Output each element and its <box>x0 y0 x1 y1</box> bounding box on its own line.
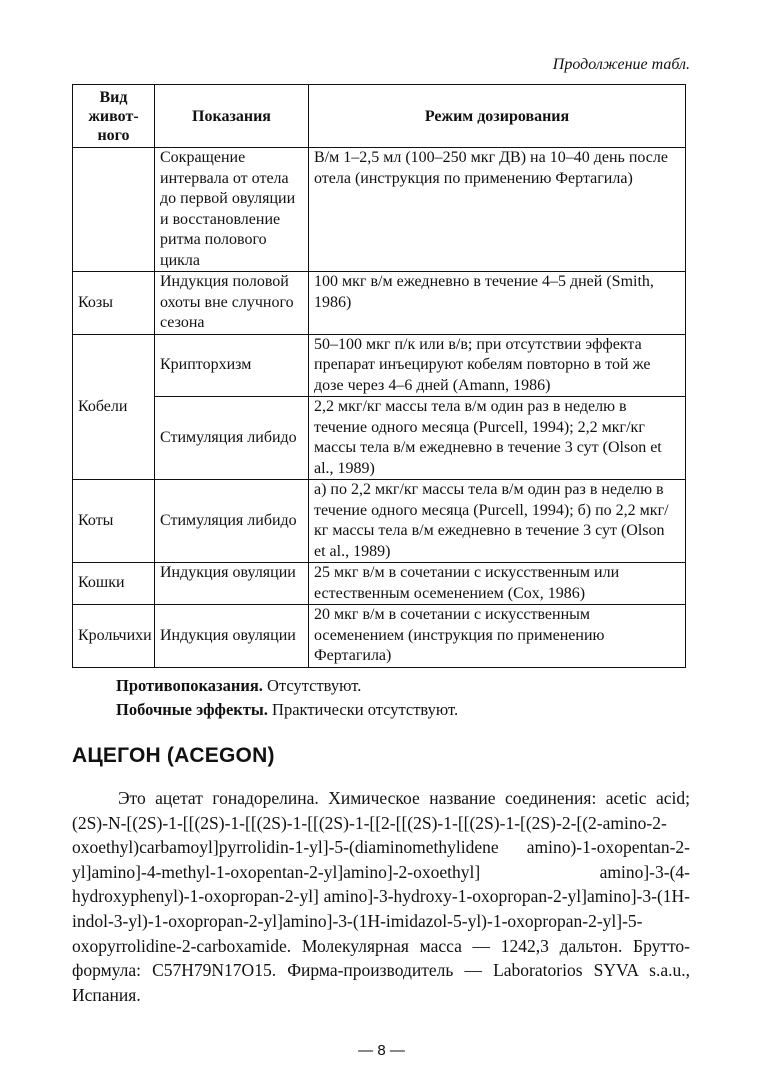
indication-cell: Индукция овуляции <box>155 563 309 605</box>
page-number: — 8 — <box>358 1042 405 1059</box>
animal-cell: Кошки <box>73 563 155 605</box>
table-row <box>73 563 686 605</box>
table-row <box>73 148 686 272</box>
table-row <box>73 397 686 480</box>
animal-cell: Коты <box>73 480 155 563</box>
indication-cell: Стимуляция либидо <box>155 480 309 563</box>
header-indication: Показания <box>155 85 309 148</box>
table-continuation-label: Продолжение табл. <box>552 56 690 73</box>
contraindications-label: Противопоказания. <box>116 676 263 695</box>
dosing-cell: а) по 2,2 мкг/кг массы тела в/м один раз в неделю в течение одного месяца (Purcell, 1994); б) по 2,2 мкг/кг массы тела в/м ежедневно в течение 3 сут (Olson et al., 1989) <box>309 480 686 563</box>
dosing-cell: 25 мкг в/м в сочетании с искусственным или естественным осеменением (Cox, 1986) <box>309 563 686 605</box>
dosing-cell: 20 мкг в/м в сочетании с искусственным осеменением (инструкция по применению Фертагила) <box>309 605 686 668</box>
description-paragraph: Это ацетат гонадорелина. Химическое название соединения: acetic acid; (2S)-N-[(2S)-1-[[(2S)-1-[[(2S)-1-[[(2S)-1-[[2-[[(2S)-1-[[(2S)-1-[(2S)-2-[(2-amino-2-oxoethyl)carbamoyl]pyrrolidin-1-yl]-5-(diaminomethylidene amino)-1-oxopentan-2-yl]amino]-4-methyl-1-oxopentan-2-yl]amino]-2-oxoethyl] amino]-3-(4-hydroxyphenyl)-1-oxopropan-2-yl] amino]-3-hydroxy-1-oxopropan-2-yl]amino]-3-(1H-indol-3-yl)-1-oxopropan-2-yl]amino]-3-(1H-imidazol-5-yl)-1-oxopropan-2-yl]-5-oxopyrrolidine-2-carboxamide. Молекулярная масса — 1242,3 дальтон. Брутто-формула: C57H79N17O15. Фирма-производитель — Laboratorios SYVA s.a.u., Испания. <box>72 788 690 1005</box>
contraindications-line <box>116 676 361 696</box>
side-effects-line <box>116 700 458 720</box>
indication-cell: Индукция половой охоты вне случного сезона <box>155 272 309 335</box>
side-effects-label: Побочные эффекты. <box>116 700 268 719</box>
animal-cell: Козы <box>73 272 155 335</box>
animal-cell <box>73 148 155 272</box>
contraindications-text: Отсутствуют. <box>267 676 362 695</box>
indication-cell: Сокращение интервала от отела до первой овуляции и восстановление ритма полового цикла <box>155 148 309 272</box>
dosing-cell: 50–100 мкг п/к или в/в; при отсутствии эффекта препарат инъецируют кобелям повторно в той же дозе через 4–6 дней (Amann, 1986) <box>309 334 686 397</box>
animal-cell: Крольчихи <box>73 605 155 668</box>
dosing-cell: 100 мкг в/м ежедневно в течение 4–5 дней (Smith, 1986) <box>309 272 686 335</box>
animal-cell: Кобели <box>73 334 155 480</box>
indication-cell: Крипторхизм <box>155 334 309 397</box>
table-header-row <box>73 85 686 148</box>
table-row <box>73 334 686 397</box>
side-effects-text: Практически отсутствуют. <box>272 700 459 719</box>
dosing-cell: В/м 1–2,5 мл (100–250 мкг ДВ) на 10–40 день после отела (инструкция по применению Фертагила) <box>309 148 686 272</box>
table-row <box>73 272 686 335</box>
indication-cell: Индукция овуляции <box>155 605 309 668</box>
table-row <box>73 605 686 668</box>
section-title: АЦЕГОН (ACEGON) <box>72 744 275 767</box>
indication-cell: Стимуляция либидо <box>155 397 309 480</box>
header-dosing: Режим дозирования <box>309 85 686 148</box>
dosage-table <box>72 84 686 668</box>
table-row <box>73 480 686 563</box>
dosing-cell: 2,2 мкг/кг массы тела в/м один раз в неделю в течение одного месяца (Purcell, 1994); 2,2 мкг/кг массы тела в/м ежедневно в течение 3 сут (Olson et al., 1989) <box>309 397 686 480</box>
header-animal: Вид живот-ного <box>73 85 155 148</box>
